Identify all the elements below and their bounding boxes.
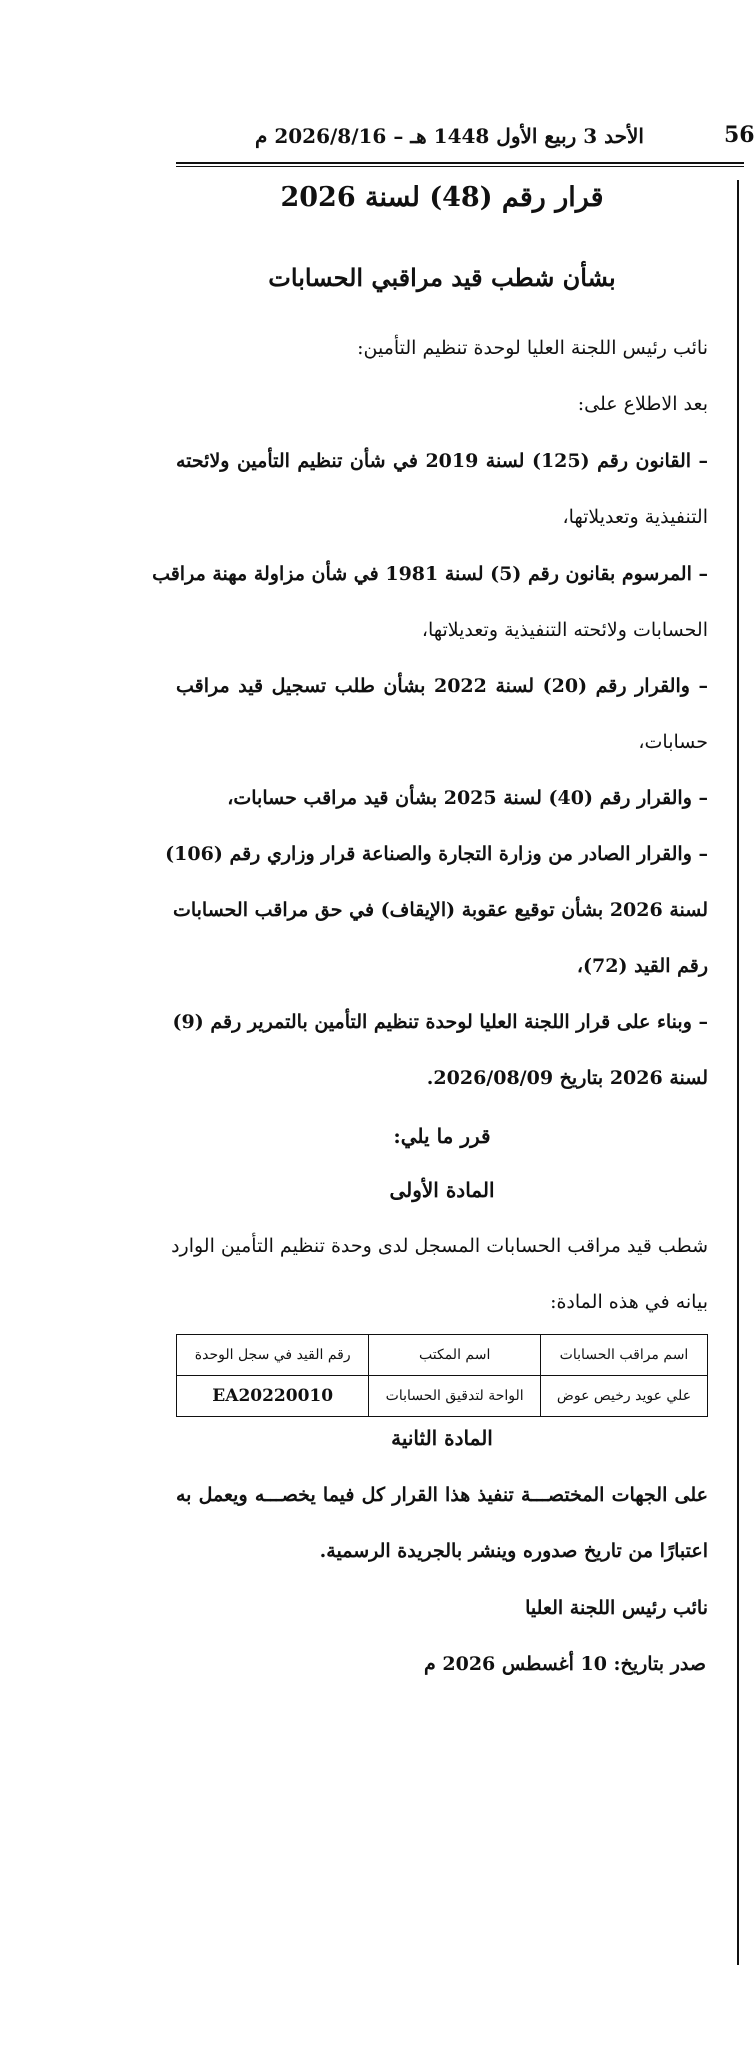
preamble-line: – المرسوم بقانون رقم (5) لسنة 1981 في شأن مزاولة مهنة مراقب <box>152 563 708 585</box>
preamble-line: الحسابات ولائحته التنفيذية وتعديلاتها، <box>421 619 708 641</box>
signatory: نائب رئيس اللجنة العليا <box>525 1597 708 1619</box>
preamble-line: لسنة 2026 بتاريخ 2026/08/09. <box>426 1067 708 1089</box>
registration-number-cell: EA20220010 <box>177 1376 369 1417</box>
decision-subtitle: بشأن شطب قيد مراقبي الحسابات <box>268 263 616 292</box>
preamble-line: – وبناء على قرار اللجنة العليا لوحدة تنظيم التأمين بالتمرير رقم (9) <box>172 1011 708 1033</box>
table-header-row <box>177 1335 708 1376</box>
table-header-cell: اسم المكتب <box>369 1335 541 1376</box>
preamble-line: حسابات، <box>638 731 708 753</box>
header-rule-thin <box>176 166 744 167</box>
article-2-text: على الجهات المختصـــة تنفيذ هذا القرار كل فيما يخصـــه ويعمل به <box>176 1484 708 1506</box>
table-header-cell: اسم مراقب الحسابات <box>540 1335 707 1376</box>
article-2-heading: المادة الثانية <box>391 1426 493 1450</box>
article-1-text: شطب قيد مراقب الحسابات المسجل لدى وحدة تنظيم التأمين الوارد <box>171 1235 708 1257</box>
preamble-line: – والقرار رقم (40) لسنة 2025 بشأن قيد مراقب حسابات، <box>227 787 708 809</box>
preamble-line: التنفيذية وتعديلاتها، <box>562 506 708 528</box>
article-1-heading: المادة الأولى <box>389 1178 495 1202</box>
table-header-cell: رقم القيد في سجل الوحدة <box>177 1335 369 1376</box>
header-rule-thick <box>176 162 744 164</box>
table-row <box>177 1376 708 1417</box>
preamble-line: لسنة 2026 بشأن توقيع عقوبة (الإيقاف) في حق مراقب الحسابات <box>172 899 708 921</box>
page-header <box>0 122 755 152</box>
column-rule <box>737 180 739 1965</box>
issuer-line: نائب رئيس اللجنة العليا لوحدة تنظيم التأمين: <box>357 337 708 359</box>
preamble-line: – القانون رقم (125) لسنة 2019 في شأن تنظيم التأمين ولائحته <box>176 450 708 472</box>
resolved-line: قرر ما يلي: <box>393 1124 491 1148</box>
page-number: 56 <box>724 122 755 148</box>
issued-date: صدر بتاريخ: 10 أغسطس 2026 م <box>423 1653 706 1675</box>
preamble-line: – والقرار الصادر من وزارة التجارة والصناعة قرار وزاري رقم (106) <box>165 843 708 865</box>
auditors-table <box>176 1334 708 1417</box>
auditor-name-cell: علي عويد رخيص عوض <box>540 1376 707 1417</box>
article-2-text: اعتبارًا من تاريخ صدوره وينشر بالجريدة الرسمية. <box>319 1540 708 1562</box>
header-date: الأحد 3 ربيع الأول 1448 هـ – 2026/8/16 م <box>254 124 644 148</box>
article-1-text: بيانه في هذه المادة: <box>550 1291 708 1313</box>
preamble-line: رقم القيد (72)، <box>576 955 708 977</box>
after-review-line: بعد الاطلاع على: <box>577 393 708 415</box>
decision-title: قرار رقم (48) لسنة 2026 <box>280 182 604 213</box>
preamble-line: – والقرار رقم (20) لسنة 2022 بشأن طلب تسجيل قيد مراقب <box>176 675 708 697</box>
office-name-cell: الواحة لتدقيق الحسابات <box>369 1376 541 1417</box>
